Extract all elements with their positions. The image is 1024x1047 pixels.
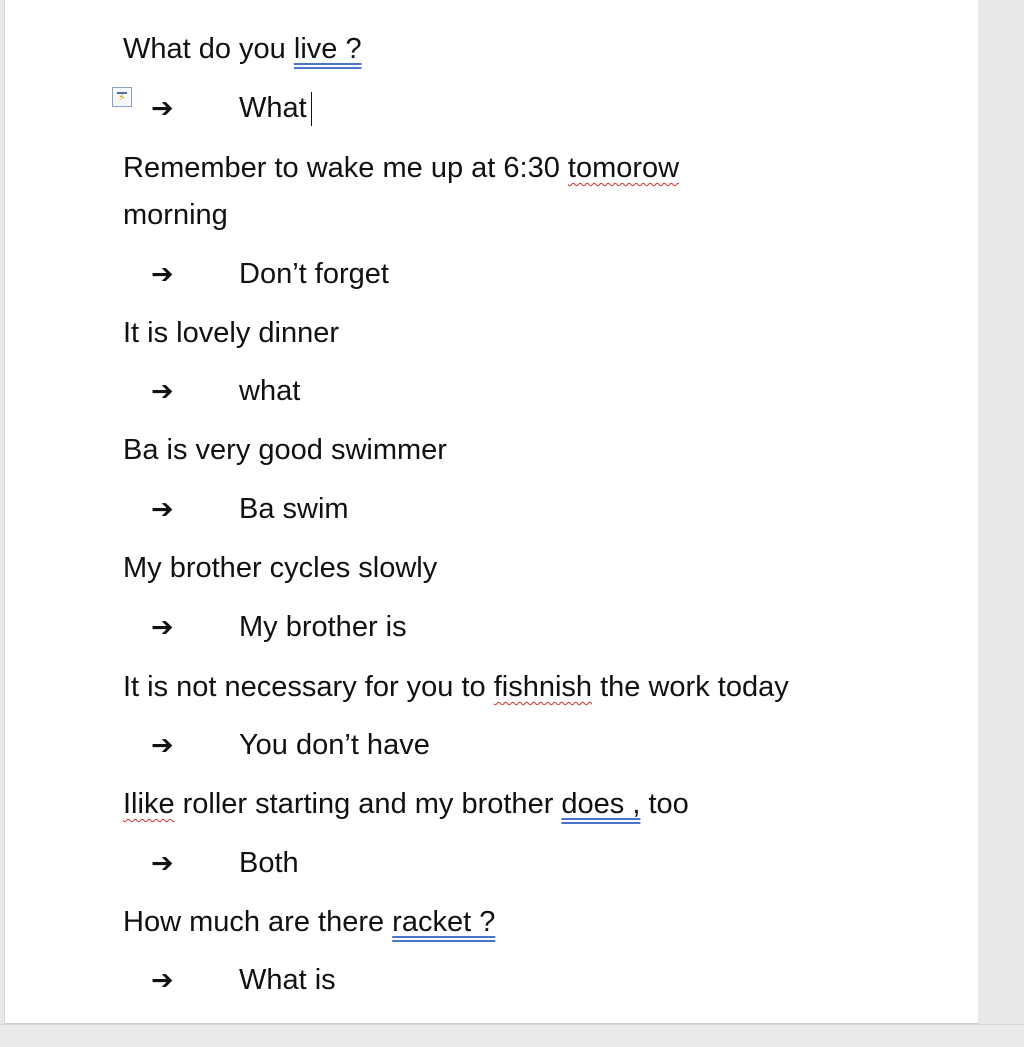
prompt-6-text-after: the work today	[592, 671, 789, 703]
answer-6-text: You don’t have	[239, 729, 430, 761]
arrow-icon: ➔	[151, 376, 174, 407]
grammar-flag[interactable]: racket ?	[392, 906, 496, 938]
prompt-6	[123, 670, 789, 704]
answer-8	[151, 963, 336, 998]
prompt-2-line-2: morning	[123, 199, 228, 231]
spelling-flag[interactable]: fishnish	[493, 671, 593, 703]
answer-3	[151, 374, 300, 409]
autocorrect-options-icon[interactable]	[112, 87, 132, 107]
text-cursor	[311, 92, 312, 126]
answer-1	[151, 91, 312, 126]
prompt-6-text-before: It is not necessary for you to	[123, 671, 494, 703]
spelling-flag[interactable]: tomorow	[567, 152, 680, 184]
prompt-3: It is lovely dinner	[123, 317, 339, 349]
arrow-icon: ➔	[151, 612, 174, 643]
arrow-icon: ➔	[151, 494, 174, 525]
arrow-icon: ➔	[151, 93, 174, 124]
prompt-7	[123, 787, 689, 821]
prompt-8	[123, 905, 495, 939]
arrow-icon: ➔	[151, 730, 174, 761]
answer-6	[151, 728, 430, 763]
prompt-4: Ba is very good swimmer	[123, 434, 447, 466]
prompt-7-text-after: too	[640, 788, 689, 820]
prompt-1	[123, 32, 362, 66]
prompt-1-text: What do you	[123, 33, 294, 65]
answer-5-text: My brother is	[239, 611, 407, 643]
answer-2	[151, 257, 389, 292]
arrow-icon: ➔	[151, 259, 174, 290]
prompt-2-line-1	[123, 151, 679, 185]
answer-7	[151, 846, 299, 881]
document-page[interactable]	[4, 0, 979, 1024]
answer-2-text: Don’t forget	[239, 258, 389, 290]
answer-4	[151, 492, 349, 527]
answer-8-text: What is	[239, 964, 336, 996]
spelling-flag[interactable]: Ilike	[123, 788, 175, 820]
prompt-2-text: Remember to wake me up at 6:30	[123, 152, 568, 184]
arrow-icon: ➔	[151, 965, 174, 996]
prompt-5: My brother cycles slowly	[123, 552, 438, 584]
bottom-bar	[0, 1024, 1024, 1047]
grammar-flag[interactable]: live ?	[293, 33, 362, 65]
answer-4-text: Ba swim	[239, 493, 349, 525]
answer-5	[151, 610, 407, 645]
answer-7-text: Both	[239, 847, 299, 879]
answer-3-text: what	[239, 375, 301, 407]
prompt-8-text: How much are there	[123, 906, 393, 938]
arrow-icon: ➔	[151, 848, 174, 879]
right-gutter	[978, 0, 1024, 1023]
answer-1-text: What	[239, 92, 307, 124]
grammar-flag[interactable]: does ,	[561, 788, 641, 820]
prompt-7-text-middle: roller starting and my brother	[174, 788, 562, 820]
